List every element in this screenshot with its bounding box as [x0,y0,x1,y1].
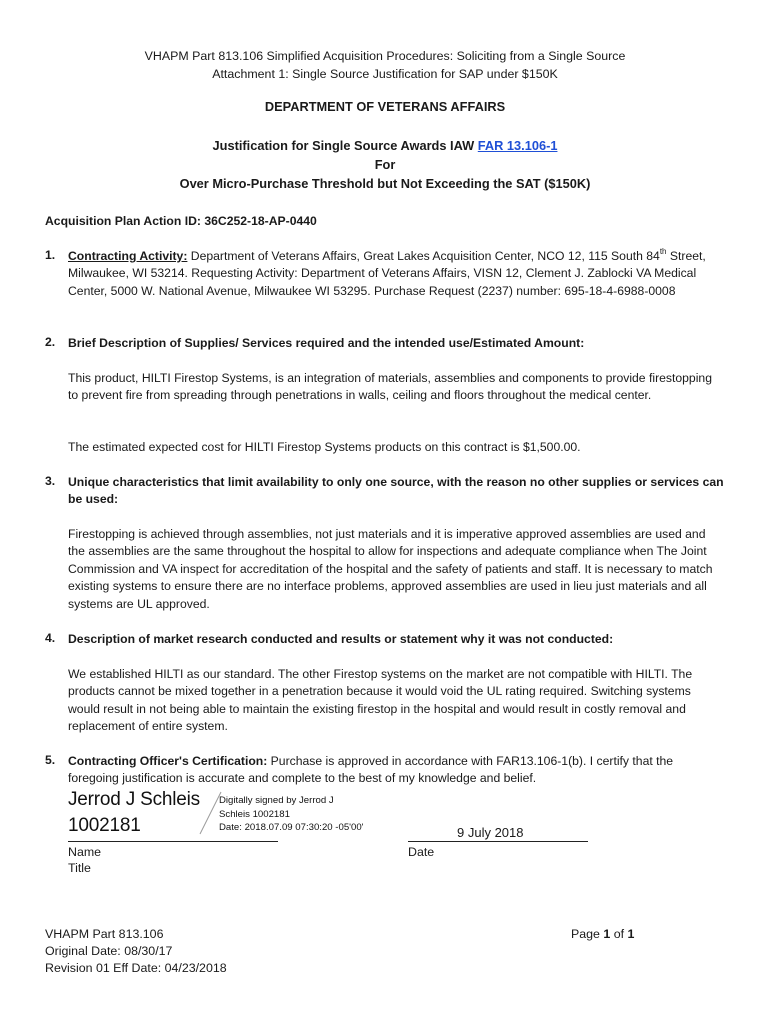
signature-date-value: 9 July 2018 [457,825,524,840]
section-2-number: 2. [45,335,56,349]
page-current: 1 [603,927,611,941]
section-1-text-b: Street, Milwaukee, WI 53214. Requesting Activity: Department of Veterans Affairs, VISN 12, Clement J. Zablocki VA Medical Center, 5000 W. National Avenue, Milwaukee WI 53295. Purchase Request (2237) number: 695-18-4-6988-0008 [68,249,706,298]
section-1-body [68,248,724,300]
action-id-value: 36C252-18-AP-0440 [204,214,317,228]
section-2-heading: Brief Description of Supplies/ Services required and the intended use/Estimated Amount: [68,336,585,350]
section-5-text: Purchase is approved in accordance with FAR13.106-1(b). I certify that the foregoing justification is accurate and complete to the best of my knowledge and belief. [68,754,674,786]
footer-original-date: Original Date: 08/30/17 [45,944,173,958]
justification-title [0,138,770,153]
title-label: Title [68,861,91,875]
justification-title-prefix: Justification for Single Source Awards IAW [212,138,478,153]
section-4-heading: Description of market research conducted and results or statement why it was not conducted: [68,632,614,646]
section-5-body [68,753,724,788]
page-prefix: Page [571,927,604,941]
section-1-text-a: Department of Veterans Affairs, Great Lakes Acquisition Center, NCO 12, 115 South 84 [187,249,660,263]
doc-header-line1: VHAPM Part 813.106 Simplified Acquisition Procedures: Soliciting from a Single Source [144,49,626,63]
section-5-heading: Contracting Officer's Certification: [68,754,268,768]
section-4-paragraph-1: We established HILTI as our standard. The other Firestop systems on the market are not compatible with HILTI. The products cannot be mixed together in a penetration because it would void the UL rating required. Switching systems would result in not being able to maintain the existing firestop in the hospital and would result in costly removal and replacement of entire system. [68,667,693,734]
section-4-number: 4. [45,631,56,645]
section-1-number: 1. [45,248,56,262]
page-total: 1 [627,927,635,941]
name-label: Name [68,845,102,859]
digital-signature-line2: Schleis 1002181 [219,808,290,820]
date-label: Date [408,845,435,859]
department-title: DEPARTMENT OF VETERANS AFFAIRS [264,99,506,114]
doc-header-line2: Attachment 1: Single Source Justification for SAP under $150K [212,67,558,81]
section-5-number: 5. [45,753,56,767]
section-1-sup: th [659,247,667,256]
section-3-number: 3. [45,474,56,488]
page-number [571,926,634,943]
section-2-paragraph-2: The estimated expected cost for HILTI Firestop Systems products on this contract is $1,500.00. [68,440,581,454]
signature-name: Jerrod J Schleis [68,789,200,810]
justification-for: For [374,157,396,172]
digital-signature-line1: Digitally signed by Jerrod J [219,795,334,806]
footer-left [45,926,227,977]
name-signature-line [68,841,278,842]
section-3-paragraph-1: Firestopping is achieved through assemblies, not just materials and it is imperative approved assemblies are used and the assemblies are the same throughout the hospital to allow for inspections and adequate compliance when The Joint Commission and VA inspect for accreditation of the hospital and the safety of patients and staff. It is necessary to match existing systems to ensure there are no interface problems, approved assemblies are used in lieu just materials and all systems are UL approved. [68,527,713,611]
far-link[interactable]: FAR 13.106-1 [477,138,558,153]
footer-revision-date: Revision 01 Eff Date: 04/23/2018 [45,961,227,975]
digital-signature-stamp [219,794,364,835]
action-id [45,214,317,228]
page-of: of [610,927,628,941]
action-id-label: Acquisition Plan Action ID: [45,214,201,228]
section-2-paragraph-1: This product, HILTI Firestop Systems, is an integration of materials, assemblies and components to provide firestopping to prevent fire from spreading through penetrations in walls, ceiling and floors throughout the medical center. [68,371,712,403]
justification-threshold: Over Micro-Purchase Threshold but Not Exceeding the SAT ($150K) [179,176,591,191]
date-signature-line [408,841,588,842]
digital-signature-date: Date: 2018.07.09 07:30:20 -05'00' [219,822,364,833]
signature-id: 1002181 [68,815,141,836]
section-1-heading: Contracting Activity: [68,249,188,263]
footer-part: VHAPM Part 813.106 [45,927,164,941]
section-3-heading: Unique characteristics that limit availability to only one source, with the reason no other supplies or services can be used: [68,475,724,507]
